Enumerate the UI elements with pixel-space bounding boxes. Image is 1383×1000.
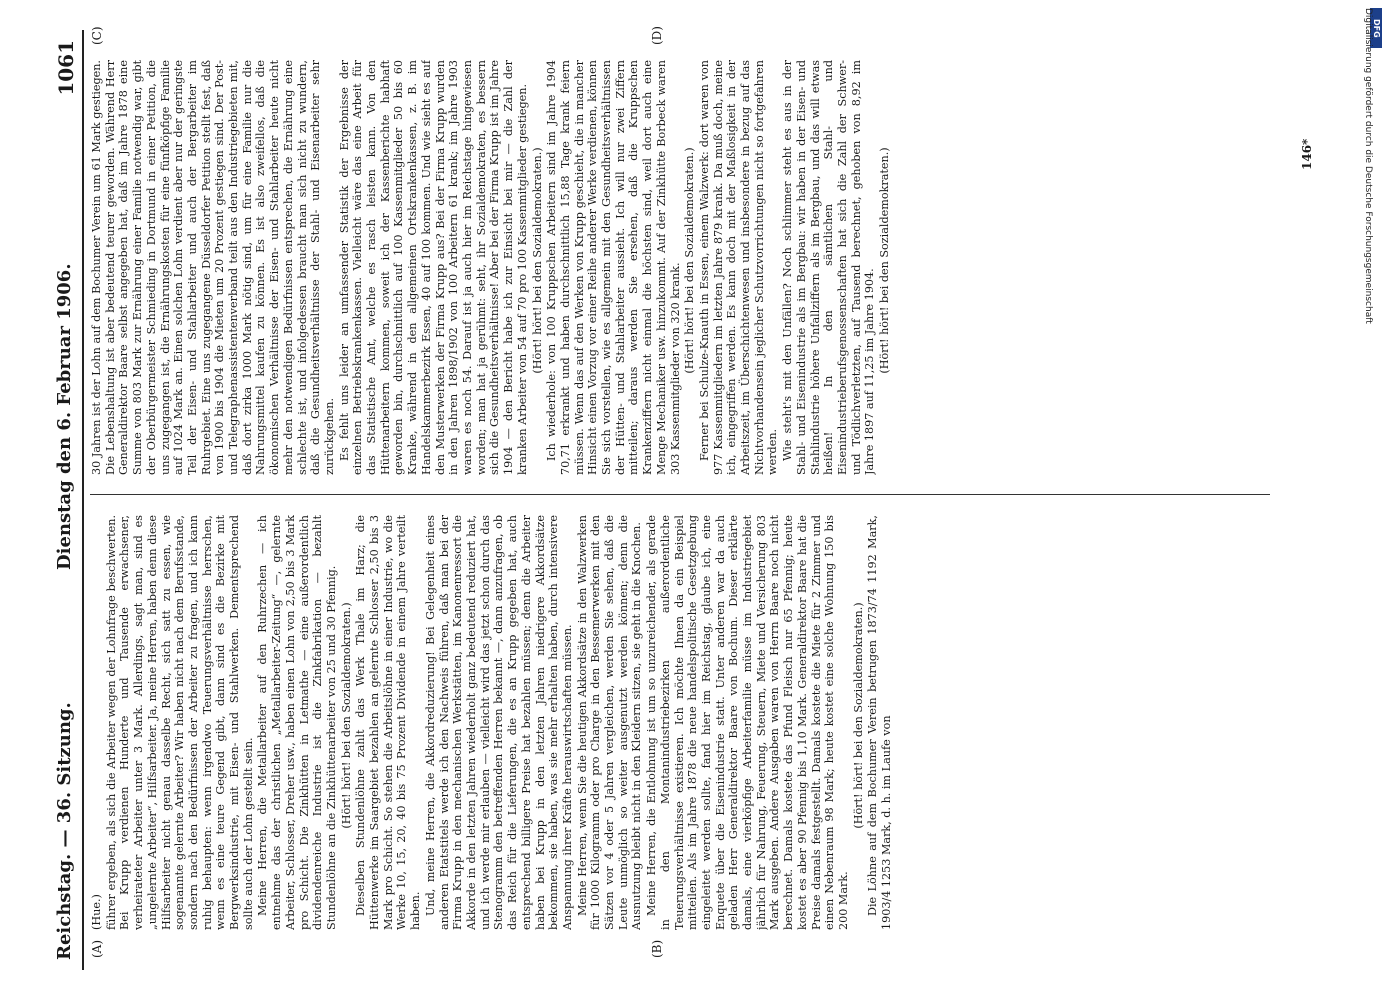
paragraph: (Hue.): [90, 894, 103, 930]
paragraph: (Hört! hört! bei den Sozialdemokraten.): [851, 602, 865, 829]
header-left: Reichstag. — 36. Sitzung.: [54, 702, 75, 960]
margin-marker-c: (C): [90, 26, 104, 45]
text-column-right: [90, 60, 1290, 475]
paragraph: Und, meine Herren, die Akkordreduzierung! Bei Gelegenheit eines anderen Etatstitels werde ich den Nachweis führen, daß man bei der Firma Krupp in den mechanischen Werkstätten, im Kanonenressort die Akkorde in den letzten Jahren wiederholt ganz bedeutend reduziert hat, und ich werde mir erlauben — vielleicht wird das jetzt schon durch das Stenogramm den betreffenden Herren bekannt —, dann anzufragen, ob das Reich für die Lieferungen, die es an Krupp gegeben hat, auch entsprechend billigere Preise hat bezahlen müssen; denn die Arbeiter haben bei Krupp in den letzten Jahren niedrigere Akkordsätze bekommen, sie haben, was sie mehr erhalten haben, durch intensivere Anspannung ihrer Kräfte herauswirtschaften müssen.: [423, 515, 574, 930]
page-header: [50, 30, 84, 970]
paragraph: Ich wiederhole: von 100 Kruppschen Arbeitern sind im Jahre 1904 70,71 erkrankt und haben durchschnittlich 15,88 Tage krank feiern müssen. Wenn das auf den Werken von Krupp geschieht, die in mancher Hinsicht einen Vorzug vor einer Reihe anderer Werke verdienen, können Sie sich vorstellen, wie es allgemein mit den Gesundheitsverhältnissen der Hütten- und Stahlarbeiter aussieht. Ich will nur zwei Ziffern mitteilen; daraus werden Sie ersehen, daß die Kruppschen Krankenziffern nicht einmal die höchsten sind, weil dort auch eine Menge Mechaniker usw. hinzukommt. Auf der Zinkhütte Borbeck waren 303 Kassenmitglieder von 320 krank.: [545, 60, 682, 475]
page-signature-mark: 146*: [1300, 138, 1314, 170]
paragraph: Dieselben Stundenlöhne zahlt das Werk Thale im Harz; die Hüttenwerke im Saargebiet bezahlen an gelernte Schlosser 2,50 bis 3 Mark pro Schicht. So stehen die Arbeitslöhne in einer Industrie, wo die Werke 10, 15, 20, 40 bis 75 Prozent Dividende in einem Jahre verteilt haben.: [354, 515, 423, 930]
paragraph: Es fehlt uns leider an umfassender Statistik der Ergebnisse der einzelnen Betriebskrankenkassen. Vielleicht wäre das eine Arbeit für das Statistische Amt, welche es rasch leisten kann. Von den Hüttenarbeitern kommen, soweit ich der Kassenberichte habhaft geworden bin, durchschnittlich auf 100 Kassenmitglieder 50 bis 60 Kranke, während in den allgemeinen Ortskrankenkassen, z. B. im Handelskammerbezirk Essen, 40 auf 100 kommen. Und wie sieht es auf den Musterwerken der Firma Krupp aus? Bei der Firma Krupp wurden in den Jahren 1898/1902 von 100 Arbeitern 61 krank; im Jahre 1903 waren es noch 54. Darauf ist ja auch hier im Reichstage hingewiesen worden; man hat ja gerühmt: seht, ihr Sozialdemokraten, es bessern sich die Gesundheitsverhältnisse! Aber bei der Firma Krupp ist im Jahre 1904 — den Bericht habe ich zur Einsicht bei mir — die Zahl der kranken Arbeiter von 54 auf 70 pro 100 Kassenmitglieder gestiegen.: [337, 60, 529, 475]
paragraph: 30 Jahren ist der Lohn auf dem Bochumer Verein um 61 Mark gestiegen. Die Lebenshaltung ist aber bedeutend teurer geworden. Während Herr Generaldirektor Baare selbst angegeben hat, daß im Jahre 1878 eine Summe von 803 Mark zur Ernährung einer Familie notwendig war, gibt der Oberbürgermeister Schmieding in Dortmund in einer Petition, die uns zugegangen ist, die Ernährungskosten für eine fünfköpfige Familie auf 1024 Mark an. Einen solchen Lohn verdient aber nur der geringste Teil der Eisen- und Stahlarbeiter und auch der Bergarbeiter im Ruhrgebiet. Eine uns zugegangene Düsseldorfer Petition stellt fest, daß von 1900 bis 1904 die Mieten um 20 Prozent gestiegen sind. Der Post- und Telegraphenassistentenverband teilt aus den Industriegebieten mit, daß dort zirka 1000 Mark nötig sind, um für eine Familie nur die Nahrungsmittel kaufen zu können. Es ist also zweifellos, daß die ökonomischen Verhältnisse der Eisen- und Stahlarbeiter heute nicht mehr den notwendigen Bedürfnissen entsprechen, die Ernährung eine schlechte ist, und infolgedessen braucht man sich nicht zu wundern, daß die Gesundheitsverhältnisse der Stahl- und Eisenarbeiter sehr zurückgehen.: [90, 60, 336, 475]
paragraph: Ferner bei Schulze-Knauth in Essen, einem Walzwerk: dort waren von 977 Kassenmitgliedern im letzten Jahre 879 krank. Da muß doch, meine ich, eingegriffen werden. Es kann doch mit der Maßlosigkeit in der Arbeitszeit, im Überschichtenwesen und insbesondere in bezug auf das Nichtvorhandensein jeglicher Schutzvorrichtungen nicht so fortgefahren werden.: [697, 60, 780, 475]
paragraph: (Hört! hört! bei den Sozialdemokraten.): [530, 147, 544, 374]
text-column-left: [90, 515, 1290, 930]
page-number: 1061: [54, 40, 78, 96]
paragraph: Wie steht's mit den Unfällen? Noch schlimmer steht es aus in der Stahl- und Eisenindustrie als im Bergbau: wir haben in der Eisen- und Stahlindustrie höhere Unfallziffern als im Bergbau, und das will etwas heißen! In den sämtlichen Stahl- und Eisenindustrieberufsgenossenschaften hat sich die Zahl der Schwer- und Tödlichverletzten, auf Tausend berechnet, gehoben von 8,92 im Jahre 1897 auf 11,25 im Jahre 1904.: [781, 60, 877, 475]
digitization-credit: Digitalisierung gefördert durch die Deutsche Forschungsgemeinschaft: [1363, 8, 1373, 324]
margin-marker-d: (D): [650, 26, 664, 45]
dfg-logo: DFG: [1370, 8, 1382, 48]
paragraph: Meine Herren, die Entlohnung ist um so unzureichender, als gerade in den Montanindustriebezirken außerordentliche Teuerungsverhältnisse existieren. Ich möchte Ihnen da ein Beispiel mitteilen. Als im Jahre 1878 die neue handelspolitische Gesetzgebung eingeleitet werden sollte, fand hier im Reichstag, glaube ich, eine Enquete über die Eisenindustrie statt. Unter anderen war da auch geladen Herr Generaldirektor Baare von Bochum. Dieser erklärte damals, eine vierköpfige Arbeiterfamilie müsse im Industriegebiet jährlich für Nahrung, Feuerung, Steuern, Miete und Versicherung 803 Mark ausgeben. Andere Ausgaben waren von Herrn Baare noch nicht berechnet. Damals kostete das Pfund Fleisch nur 65 Pfennig; heute kostet es aber 90 Pfennig bis 1,10 Mark. Generaldirektor Baare hat die Preise damals festgestellt. Damals kostete die Miete für 2 Zimmer und einen Nebenraum 98 Mark; heute kostet eine solche Wohnung 150 bis 200 Mark.: [645, 515, 850, 930]
margin-marker-b: (B): [650, 939, 664, 958]
paragraph: Meine Herren, die Metallarbeiter auf den Ruhrzechen — ich entnehme das der christlichen „Metallarbeiter-Zeitung“ —, gelernte Arbeiter, Schlosser, Dreher usw., haben einen Lohn von 2,50 bis 3 Mark pro Schicht. Die Zinkhütten in Letmathe — eine außerordentlich dividendenreiche Industrie ist die Zinkfabrikation — bezahlt Stundenlöhne an die Zinkhüttenarbeiter von 25 und 30 Pfennig.: [256, 515, 338, 930]
rotated-page: [50, 26, 1340, 970]
paragraph: führer ergeben, als sich die Arbeiter wegen der Lohnfrage beschwerten. Bei Krupp verdienen Hunderte und Tausende erwachsener, verheirateter Arbeiter unter 3 Mark. Allerdings, sagt man, sind es „ungelernte Arbeiter“, Hilfsarbeiter. Ja, meine Herren, haben denn diese Hilfsarbeiter nicht genau dasselbe Recht, sich satt zu essen, wie sogenannte gelernte Arbeiter? Wir haben nicht nach dem Berufsstande, sondern nach den Bedürfnissen der Arbeiter zu fragen, und ich kann ruhig behaupten: wenn irgendwo Teuerungsverhältnisse herrschen, wenn es eine teure Gegend gibt, dann sind es die Bezirke mit Bergwerksindustrie, mit Eisen- und Stahlwerken. Dementsprechend sollte auch der Lohn gestellt sein.: [104, 515, 255, 930]
column-divider: [90, 494, 1270, 495]
paragraph: Die Löhne auf dem Bochumer Verein betrugen 1873/74 1192 Mark, 1903/4 1253 Mark, d. h. im Laufe von: [866, 515, 894, 930]
paragraph: (Hört! hört! bei den Sozialdemokraten.): [878, 147, 892, 374]
paragraph: (Hört! hört! bei den Sozialdemokraten.): [339, 602, 353, 829]
paragraph: Meine Herren, wenn Sie die heutigen Akkordsätze in den Walzwerken für 1000 Kilogramm oder pro Charge in den Bessemerwerken mit den Sätzen vor 4 oder 5 Jahren vergleichen, werden Sie sehen, daß die Leute unmöglich so weiter ausgenutzt werden können; denn die Ausnutzung bleibt nicht in den Kleidern sitzen, sie geht in die Knochen.: [575, 515, 644, 930]
paragraph: (Hört! hört! bei den Sozialdemokraten.): [683, 147, 697, 374]
margin-marker-a: (A): [90, 939, 104, 958]
header-date: Dienstag den 6. Februar 1906.: [54, 263, 75, 570]
